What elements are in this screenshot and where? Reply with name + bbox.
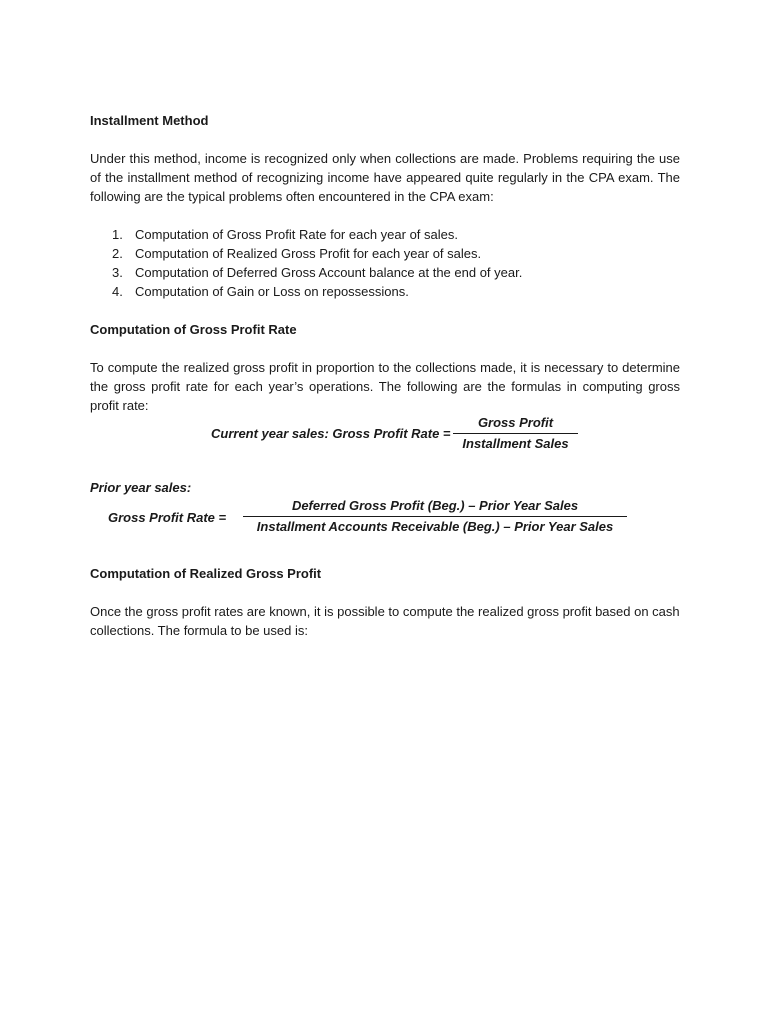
list-item-text: Computation of Gain or Loss on repossessions. [135, 284, 409, 299]
formula-denominator: Installment Sales [462, 436, 569, 451]
paragraph-gross-profit-rate: To compute the realized gross profit in proportion to the collections made, it is necessary to determine the gross profit rate for each year’s operations. The following are the formulas in computing gross profit rate: [90, 360, 680, 413]
list-item [112, 244, 672, 263]
formula-denominator: Installment Accounts Receivable (Beg.) – Prior Year Sales [256, 519, 614, 534]
formula-current-year-label: Current year sales: Gross Profit Rate = [211, 426, 451, 441]
formula-numerator: Deferred Gross Profit (Beg.) – Prior Year Sales [291, 498, 579, 513]
paragraph-realized-gross-profit: Once the gross profit rates are known, it is possible to compute the realized gross profit based on cash collections. The formula to be used is: [90, 604, 680, 638]
formula-prior-year-label: Gross Profit Rate = [108, 510, 227, 525]
list-item-number: 4. [112, 284, 123, 299]
formula-prior-year-fraction [243, 498, 627, 534]
list-item-number: 1. [112, 227, 123, 242]
formula-numerator: Gross Profit [477, 415, 554, 430]
formula-current-year-fraction [453, 415, 578, 451]
list-item-number: 3. [112, 265, 123, 280]
list-item-text: Computation of Gross Profit Rate for each year of sales. [135, 227, 458, 242]
section-heading-gross-profit-rate: Computation of Gross Profit Rate [90, 322, 297, 337]
paragraph-intro: Under this method, income is recognized only when collections are made. Problems requiring the use of the installment method of recognizing income have appeared quite regularly in the CPA exam. The following are the typical problems often encountered in the CPA exam: [90, 151, 680, 204]
list-item [112, 225, 672, 244]
list-item [112, 282, 672, 301]
section-heading-installment-method: Installment Method [90, 113, 209, 128]
list-item-number: 2. [112, 246, 123, 261]
list-item [112, 263, 672, 282]
list-item-text: Computation of Deferred Gross Account balance at the end of year. [135, 265, 523, 280]
section-heading-realized-gross-profit: Computation of Realized Gross Profit [90, 566, 322, 581]
typical-problems-list [112, 225, 672, 301]
list-item-text: Computation of Realized Gross Profit for each year of sales. [135, 246, 482, 261]
prior-year-sales-label: Prior year sales: [90, 480, 192, 495]
